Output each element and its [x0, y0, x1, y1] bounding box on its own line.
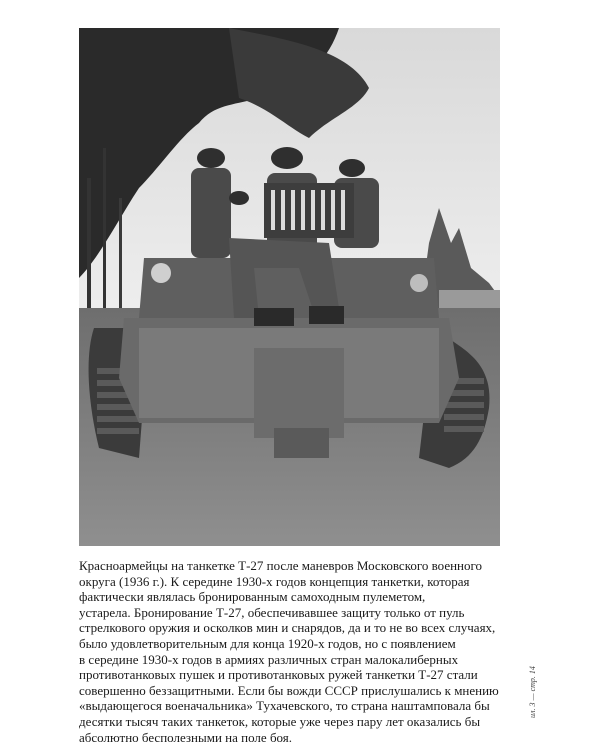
photo-illustration — [79, 28, 500, 546]
photo-caption — [79, 558, 509, 745]
caption-line: совершенно беззащитными. Если бы вожди СССР прислушались к мнению — [79, 682, 499, 698]
caption-line: «выдающегося военачальника» Тухачевского, то страна наштамповала бы — [79, 698, 490, 714]
caption-line: десятки тысяч таких танкеток, которые уже через пару лет оказались бы — [79, 713, 481, 729]
caption-line: стрелкового оружия и осколков мин и снарядов, да и то не во всех случаях, — [79, 620, 496, 636]
caption-line: абсолютно бесполезными на поле боя. — [79, 729, 293, 745]
caption-line: округа (1936 г.). К середине 1930-х годов концепция танкетки, которая — [79, 573, 470, 589]
caption-line: фактически являлась бронированным самоходным пулеметом, — [79, 589, 426, 605]
side-page-reference: ил. 3 — стр. 14 — [528, 666, 537, 718]
caption-line: было удовлетворительным для конца 1920-х годов, но с появлением — [79, 635, 456, 651]
caption-line: устарела. Бронирование Т-27, обеспечивавшее защиту только от пуль — [79, 604, 465, 620]
tankette-photo — [79, 28, 500, 546]
caption-line: Красноармейцы на танкетке Т-27 после маневров Московского военного — [79, 558, 483, 573]
caption-line: противотанковых пушек и противотанковых ружей танкетки Т-27 стали — [79, 667, 478, 683]
caption-line: в середине 1930-х годов в армиях различных стран малокалиберных — [79, 651, 459, 667]
